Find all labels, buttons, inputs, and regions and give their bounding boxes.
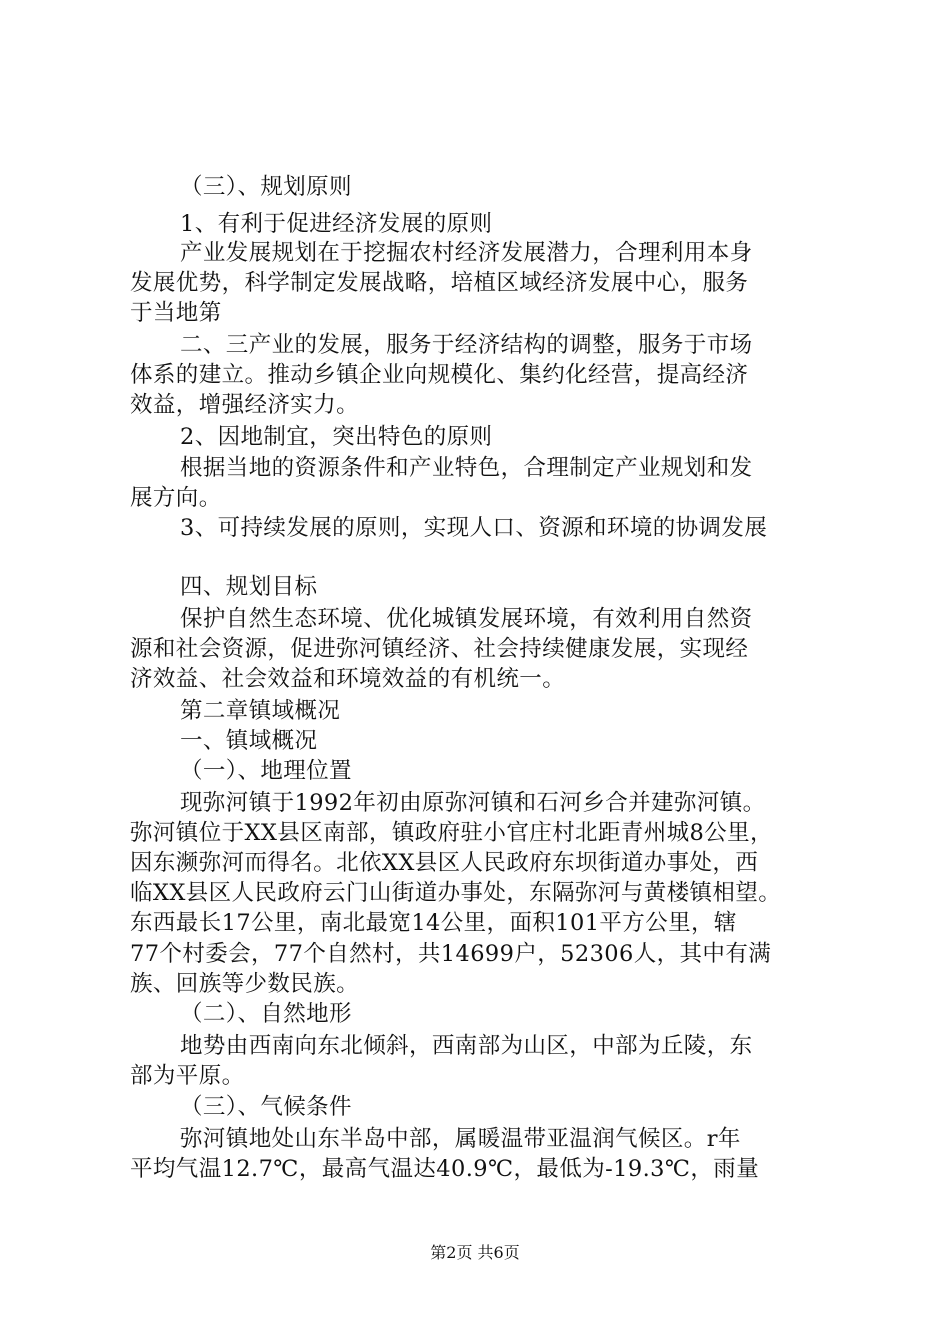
section-heading: （三）、规划原则 bbox=[180, 174, 352, 200]
principle-heading: 3、可持续发展的原则，实现人口、资源和环境的协调发展 bbox=[180, 515, 768, 541]
paragraph-line: 部为平原。 bbox=[130, 1063, 245, 1089]
principle-heading: 2、因地制宜，突出特色的原则 bbox=[180, 424, 493, 450]
paragraph-line: 平均气温12.7℃，最高气温达40.9℃，最低为-19.3℃，雨量 bbox=[130, 1156, 760, 1182]
section-heading: 四、规划目标 bbox=[180, 574, 318, 600]
paragraph-line: 效益，增强经济实力。 bbox=[130, 392, 360, 418]
paragraph-line: 产业发展规划在于挖掘农村经济发展潜力，合理利用本身 bbox=[180, 240, 753, 266]
subsection-heading: （一）、地理位置 bbox=[180, 758, 352, 784]
principle-heading: 1、有利于促进经济发展的原则 bbox=[180, 211, 493, 237]
paragraph-line: 弥河镇位于XX县区南部，镇政府驻小官庄村北距青州城8公里， bbox=[130, 820, 773, 846]
paragraph-line: 弥河镇地处山东半岛中部，属暖温带亚温润气候区。r年 bbox=[180, 1126, 741, 1152]
paragraph-line: 二、三产业的发展，服务于经济结构的调整，服务于市场 bbox=[180, 332, 753, 358]
section-heading: 一、镇域概况 bbox=[180, 728, 318, 754]
paragraph-line: 东西最长17公里，南北最宽14公里，面积101平方公里，辖 bbox=[130, 910, 737, 936]
paragraph-line: 族、回族等少数民族。 bbox=[130, 971, 360, 997]
paragraph-line: 发展优势，科学制定发展战略，培植区域经济发展中心，服务 bbox=[130, 270, 749, 296]
paragraph-line: 地势由西南向东北倾斜，西南部为山区，中部为丘陵，东 bbox=[180, 1033, 753, 1059]
paragraph-line: 济效益、社会效益和环境效益的有机统一。 bbox=[130, 666, 566, 692]
paragraph-line: 因东濒弥河而得名。北依XX县区人民政府东坝街道办事处，西 bbox=[130, 850, 759, 876]
paragraph-line: 于当地第 bbox=[130, 300, 222, 326]
paragraph-line: 源和社会资源，促进弥河镇经济、社会持续健康发展，实现经 bbox=[130, 636, 749, 662]
page-footer: 第2页 共6页 bbox=[430, 1243, 520, 1262]
paragraph-line: 体系的建立。推动乡镇企业向规模化、集约化经营，提高经济 bbox=[130, 362, 749, 388]
subsection-heading: （三）、气候条件 bbox=[180, 1094, 352, 1120]
paragraph-line: 现弥河镇于1992年初由原弥河镇和石河乡合并建弥河镇。 bbox=[180, 790, 766, 816]
paragraph-line: 临XX县区人民政府云门山街道办事处，东隔弥河与黄楼镇相望。 bbox=[130, 880, 782, 906]
paragraph-line: 展方向。 bbox=[130, 485, 222, 511]
paragraph-line: 根据当地的资源条件和产业特色，合理制定产业规划和发 bbox=[180, 455, 753, 481]
paragraph-line: 保护自然生态环境、优化城镇发展环境，有效利用自然资 bbox=[180, 606, 753, 632]
subsection-heading: （二）、自然地形 bbox=[180, 1001, 352, 1027]
chapter-heading: 第二章镇域概况 bbox=[180, 698, 341, 724]
paragraph-line: 77个村委会，77个自然村，共14699户，52306人，其中有满 bbox=[130, 941, 772, 967]
